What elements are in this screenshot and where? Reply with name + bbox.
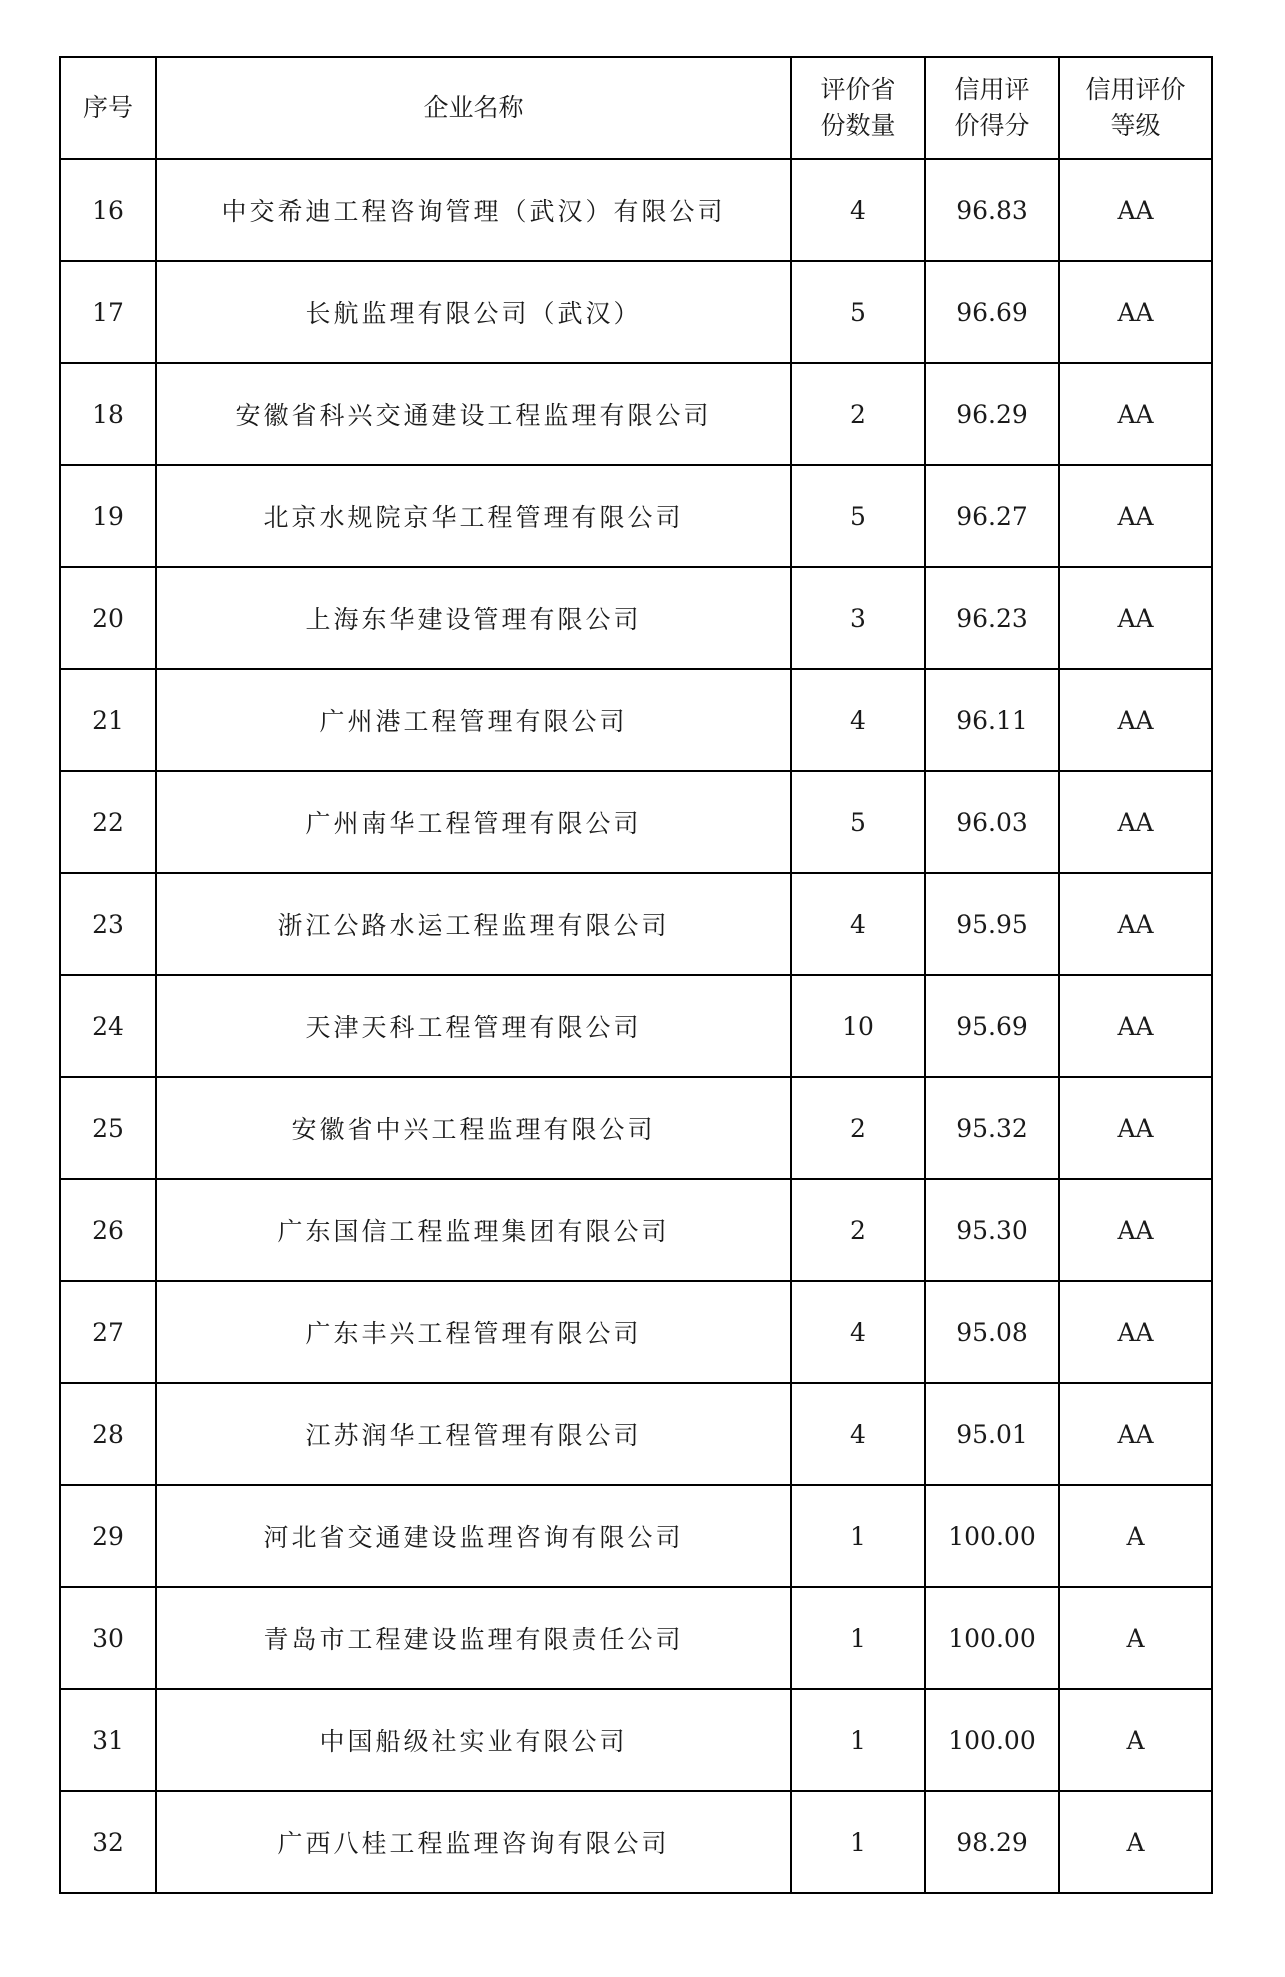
cell-index: 16 xyxy=(60,159,156,261)
cell-credit-grade: AA xyxy=(1059,771,1212,873)
cell-province-count: 3 xyxy=(791,567,925,669)
cell-credit-score: 95.01 xyxy=(925,1383,1059,1485)
cell-credit-grade: AA xyxy=(1059,1077,1212,1179)
cell-index: 26 xyxy=(60,1179,156,1281)
cell-credit-grade: AA xyxy=(1059,261,1212,363)
cell-province-count: 5 xyxy=(791,465,925,567)
cell-credit-grade: AA xyxy=(1059,669,1212,771)
cell-province-count: 1 xyxy=(791,1689,925,1791)
table-body xyxy=(60,159,1212,1893)
table-row xyxy=(60,363,1212,465)
cell-province-count: 1 xyxy=(791,1791,925,1893)
cell-credit-score: 96.23 xyxy=(925,567,1059,669)
cell-credit-score: 96.83 xyxy=(925,159,1059,261)
table-row xyxy=(60,159,1212,261)
cell-company-name: 天津天科工程管理有限公司 xyxy=(156,975,791,1077)
cell-province-count: 1 xyxy=(791,1485,925,1587)
cell-index: 23 xyxy=(60,873,156,975)
table-row xyxy=(60,975,1212,1077)
header-credit-score-line2: 价得分 xyxy=(954,111,1030,140)
table-row xyxy=(60,261,1212,363)
table-row xyxy=(60,669,1212,771)
header-province-count-line1: 评价省 xyxy=(820,75,896,104)
cell-province-count: 5 xyxy=(791,771,925,873)
header-index: 序号 xyxy=(60,57,156,159)
header-credit-grade xyxy=(1059,57,1212,159)
cell-credit-score: 96.03 xyxy=(925,771,1059,873)
cell-index: 32 xyxy=(60,1791,156,1893)
cell-index: 28 xyxy=(60,1383,156,1485)
cell-company-name: 中国船级社实业有限公司 xyxy=(156,1689,791,1791)
table-row xyxy=(60,1281,1212,1383)
cell-company-name: 广西八桂工程监理咨询有限公司 xyxy=(156,1791,791,1893)
cell-credit-score: 100.00 xyxy=(925,1587,1059,1689)
cell-index: 20 xyxy=(60,567,156,669)
header-credit-grade-line1: 信用评价 xyxy=(1085,75,1186,104)
table-row xyxy=(60,1791,1212,1893)
table-row xyxy=(60,1179,1212,1281)
cell-credit-grade: AA xyxy=(1059,1179,1212,1281)
table-row xyxy=(60,1587,1212,1689)
table-row xyxy=(60,567,1212,669)
cell-province-count: 1 xyxy=(791,1587,925,1689)
cell-province-count: 4 xyxy=(791,1281,925,1383)
credit-rating-table xyxy=(59,56,1213,1894)
cell-credit-score: 95.69 xyxy=(925,975,1059,1077)
cell-credit-score: 96.11 xyxy=(925,669,1059,771)
cell-company-name: 北京水规院京华工程管理有限公司 xyxy=(156,465,791,567)
cell-company-name: 中交希迪工程咨询管理（武汉）有限公司 xyxy=(156,159,791,261)
cell-province-count: 4 xyxy=(791,1383,925,1485)
cell-credit-grade: AA xyxy=(1059,159,1212,261)
cell-credit-grade: AA xyxy=(1059,1383,1212,1485)
cell-credit-score: 100.00 xyxy=(925,1485,1059,1587)
cell-credit-score: 96.27 xyxy=(925,465,1059,567)
table-row xyxy=(60,1689,1212,1791)
cell-company-name: 长航监理有限公司（武汉） xyxy=(156,261,791,363)
cell-credit-score: 98.29 xyxy=(925,1791,1059,1893)
cell-company-name: 广东丰兴工程管理有限公司 xyxy=(156,1281,791,1383)
cell-credit-grade: AA xyxy=(1059,363,1212,465)
cell-company-name: 安徽省中兴工程监理有限公司 xyxy=(156,1077,791,1179)
table-header xyxy=(60,57,1212,159)
cell-province-count: 5 xyxy=(791,261,925,363)
cell-index: 25 xyxy=(60,1077,156,1179)
cell-province-count: 4 xyxy=(791,669,925,771)
cell-credit-grade: AA xyxy=(1059,975,1212,1077)
cell-company-name: 广州南华工程管理有限公司 xyxy=(156,771,791,873)
cell-index: 21 xyxy=(60,669,156,771)
cell-company-name: 青岛市工程建设监理有限责任公司 xyxy=(156,1587,791,1689)
cell-credit-grade: A xyxy=(1059,1485,1212,1587)
header-province-count-line2: 份数量 xyxy=(820,111,896,140)
cell-company-name: 广东国信工程监理集团有限公司 xyxy=(156,1179,791,1281)
cell-index: 18 xyxy=(60,363,156,465)
cell-index: 24 xyxy=(60,975,156,1077)
cell-company-name: 浙江公路水运工程监理有限公司 xyxy=(156,873,791,975)
cell-index: 31 xyxy=(60,1689,156,1791)
cell-index: 17 xyxy=(60,261,156,363)
header-company-name: 企业名称 xyxy=(156,57,791,159)
header-credit-score-line1: 信用评 xyxy=(954,75,1030,104)
cell-index: 27 xyxy=(60,1281,156,1383)
cell-credit-grade: AA xyxy=(1059,1281,1212,1383)
cell-credit-grade: AA xyxy=(1059,567,1212,669)
cell-credit-score: 95.30 xyxy=(925,1179,1059,1281)
cell-credit-grade: A xyxy=(1059,1689,1212,1791)
cell-company-name: 安徽省科兴交通建设工程监理有限公司 xyxy=(156,363,791,465)
cell-credit-score: 96.69 xyxy=(925,261,1059,363)
cell-company-name: 江苏润华工程管理有限公司 xyxy=(156,1383,791,1485)
header-row xyxy=(60,57,1212,159)
table-row xyxy=(60,1383,1212,1485)
cell-credit-score: 96.29 xyxy=(925,363,1059,465)
cell-index: 19 xyxy=(60,465,156,567)
cell-index: 22 xyxy=(60,771,156,873)
cell-province-count: 2 xyxy=(791,363,925,465)
cell-province-count: 4 xyxy=(791,159,925,261)
cell-credit-score: 100.00 xyxy=(925,1689,1059,1791)
table-row xyxy=(60,771,1212,873)
cell-credit-grade: A xyxy=(1059,1587,1212,1689)
cell-province-count: 10 xyxy=(791,975,925,1077)
cell-province-count: 2 xyxy=(791,1077,925,1179)
table-row xyxy=(60,1485,1212,1587)
header-credit-grade-line2: 等级 xyxy=(1110,111,1161,140)
cell-index: 29 xyxy=(60,1485,156,1587)
cell-company-name: 河北省交通建设监理咨询有限公司 xyxy=(156,1485,791,1587)
cell-credit-grade: AA xyxy=(1059,873,1212,975)
cell-company-name: 上海东华建设管理有限公司 xyxy=(156,567,791,669)
table-row xyxy=(60,1077,1212,1179)
cell-province-count: 2 xyxy=(791,1179,925,1281)
cell-credit-grade: AA xyxy=(1059,465,1212,567)
cell-province-count: 4 xyxy=(791,873,925,975)
cell-index: 30 xyxy=(60,1587,156,1689)
header-province-count xyxy=(791,57,925,159)
table-row xyxy=(60,873,1212,975)
cell-credit-score: 95.95 xyxy=(925,873,1059,975)
table-row xyxy=(60,465,1212,567)
cell-credit-score: 95.08 xyxy=(925,1281,1059,1383)
header-credit-score xyxy=(925,57,1059,159)
cell-credit-score: 95.32 xyxy=(925,1077,1059,1179)
cell-credit-grade: A xyxy=(1059,1791,1212,1893)
cell-company-name: 广州港工程管理有限公司 xyxy=(156,669,791,771)
